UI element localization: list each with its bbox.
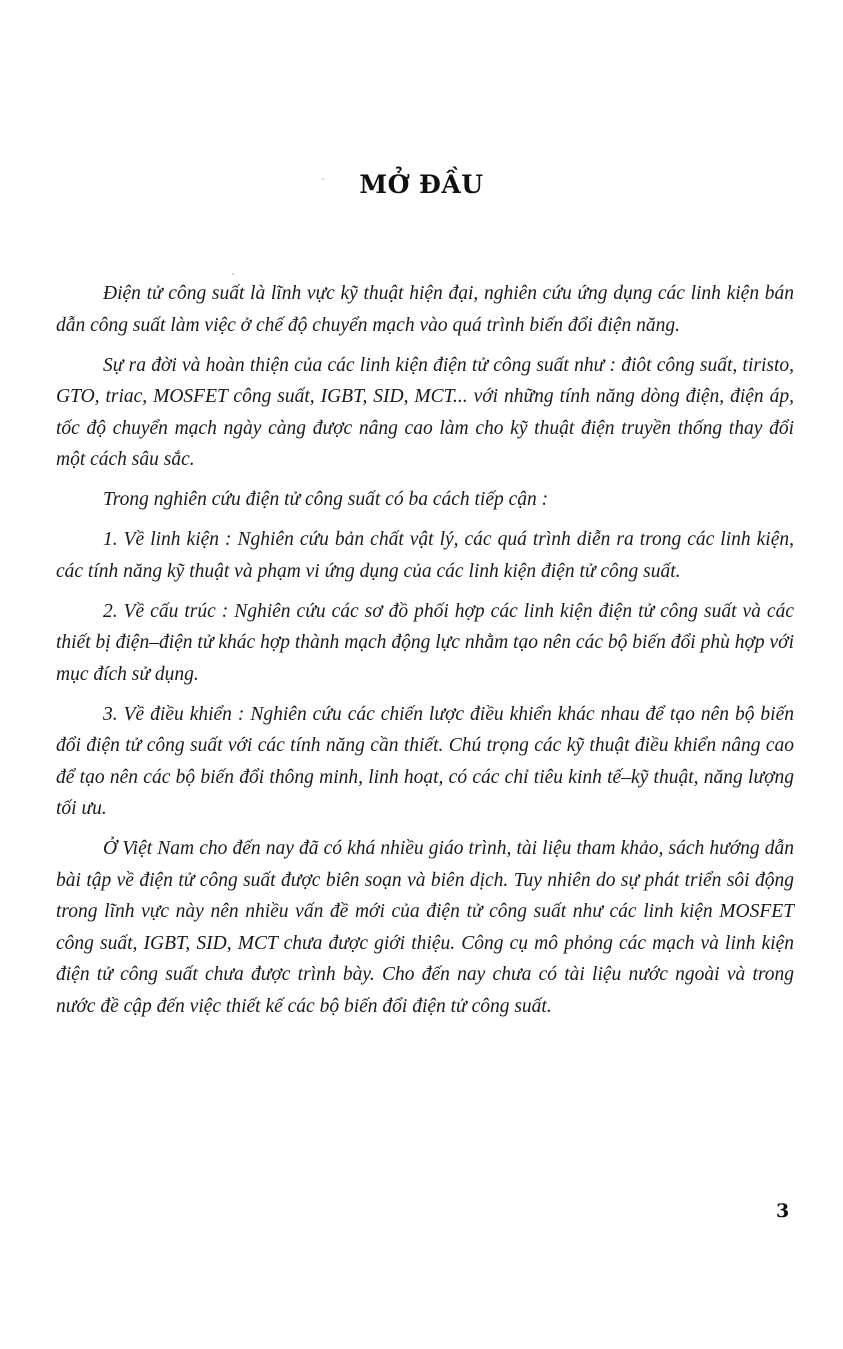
paragraph: Sự ra đời và hoàn thiện của các linh kiện điện tử công suất như : điôt công suất, tiristo, GTO, triac, MOSFET công suất, IGBT, SID, MCT... với những tính năng dòng điện, điện áp, tốc độ chuyển mạch ngày càng được nâng cao làm cho kỹ thuật điện truyền thống thay đổi một cách sâu sắc.	[56, 354, 794, 470]
paragraph: 1. Về linh kiện : Nghiên cứu bản chất vật lý, các quá trình diễn ra trong các linh kiện, các tính năng kỹ thuật và phạm vi ứng dụng của các linh kiện điện tử công suất.	[56, 529, 794, 582]
paragraph: 3. Về điều khiển : Nghiên cứu các chiến lược điều khiển khác nhau để tạo nên bộ biến đổi điện tử công suất với các tính năng cần thiết. Chú trọng các kỹ thuật điều khiển nâng cao để tạo nên các bộ biến đổi thông minh, linh hoạt, có các chỉ tiêu kinh tế–kỹ thuật, năng lượng tối ưu.	[56, 703, 794, 819]
chapter-title: MỞ ĐẦU	[359, 170, 484, 199]
body-text	[56, 278, 794, 1031]
paragraph: 2. Về cấu trúc : Nghiên cứu các sơ đồ phối hợp các linh kiện điện tử công suất và các thiết bị điện–điện tử khác hợp thành mạch động lực nhằm tạo nên các bộ biến đổi phù hợp với mục đích sử dụng.	[56, 600, 794, 685]
paragraph: Điện tử công suất là lĩnh vực kỹ thuật hiện đại, nghiên cứu ứng dụng các linh kiện bán dẫn công suất làm việc ở chế độ chuyển mạch vào quá trình biến đổi điện năng.	[56, 283, 794, 336]
paragraph: Ở Việt Nam cho đến nay đã có khá nhiều giáo trình, tài liệu tham khảo, sách hướng dẫn bài tập về điện tử công suất được biên soạn và biên dịch. Tuy nhiên do sự phát triển sôi động trong lĩnh vực này nên nhiều vấn đề mới của điện tử công suất như các linh kiện MOSFET công suất, IGBT, SID, MCT chưa được giới thiệu. Công cụ mô phỏng các mạch và linh kiện điện tử công suất chưa được trình bày. Cho đến nay chưa có tài liệu nước ngoài và trong nước đề cập đến việc thiết kế các bộ biến đổi điện tử công suất.	[56, 838, 794, 1017]
scan-speck	[232, 273, 234, 275]
page-number: 3	[776, 1200, 790, 1222]
paragraph: Trong nghiên cứu điện tử công suất có ba cách tiếp cận :	[103, 489, 549, 510]
